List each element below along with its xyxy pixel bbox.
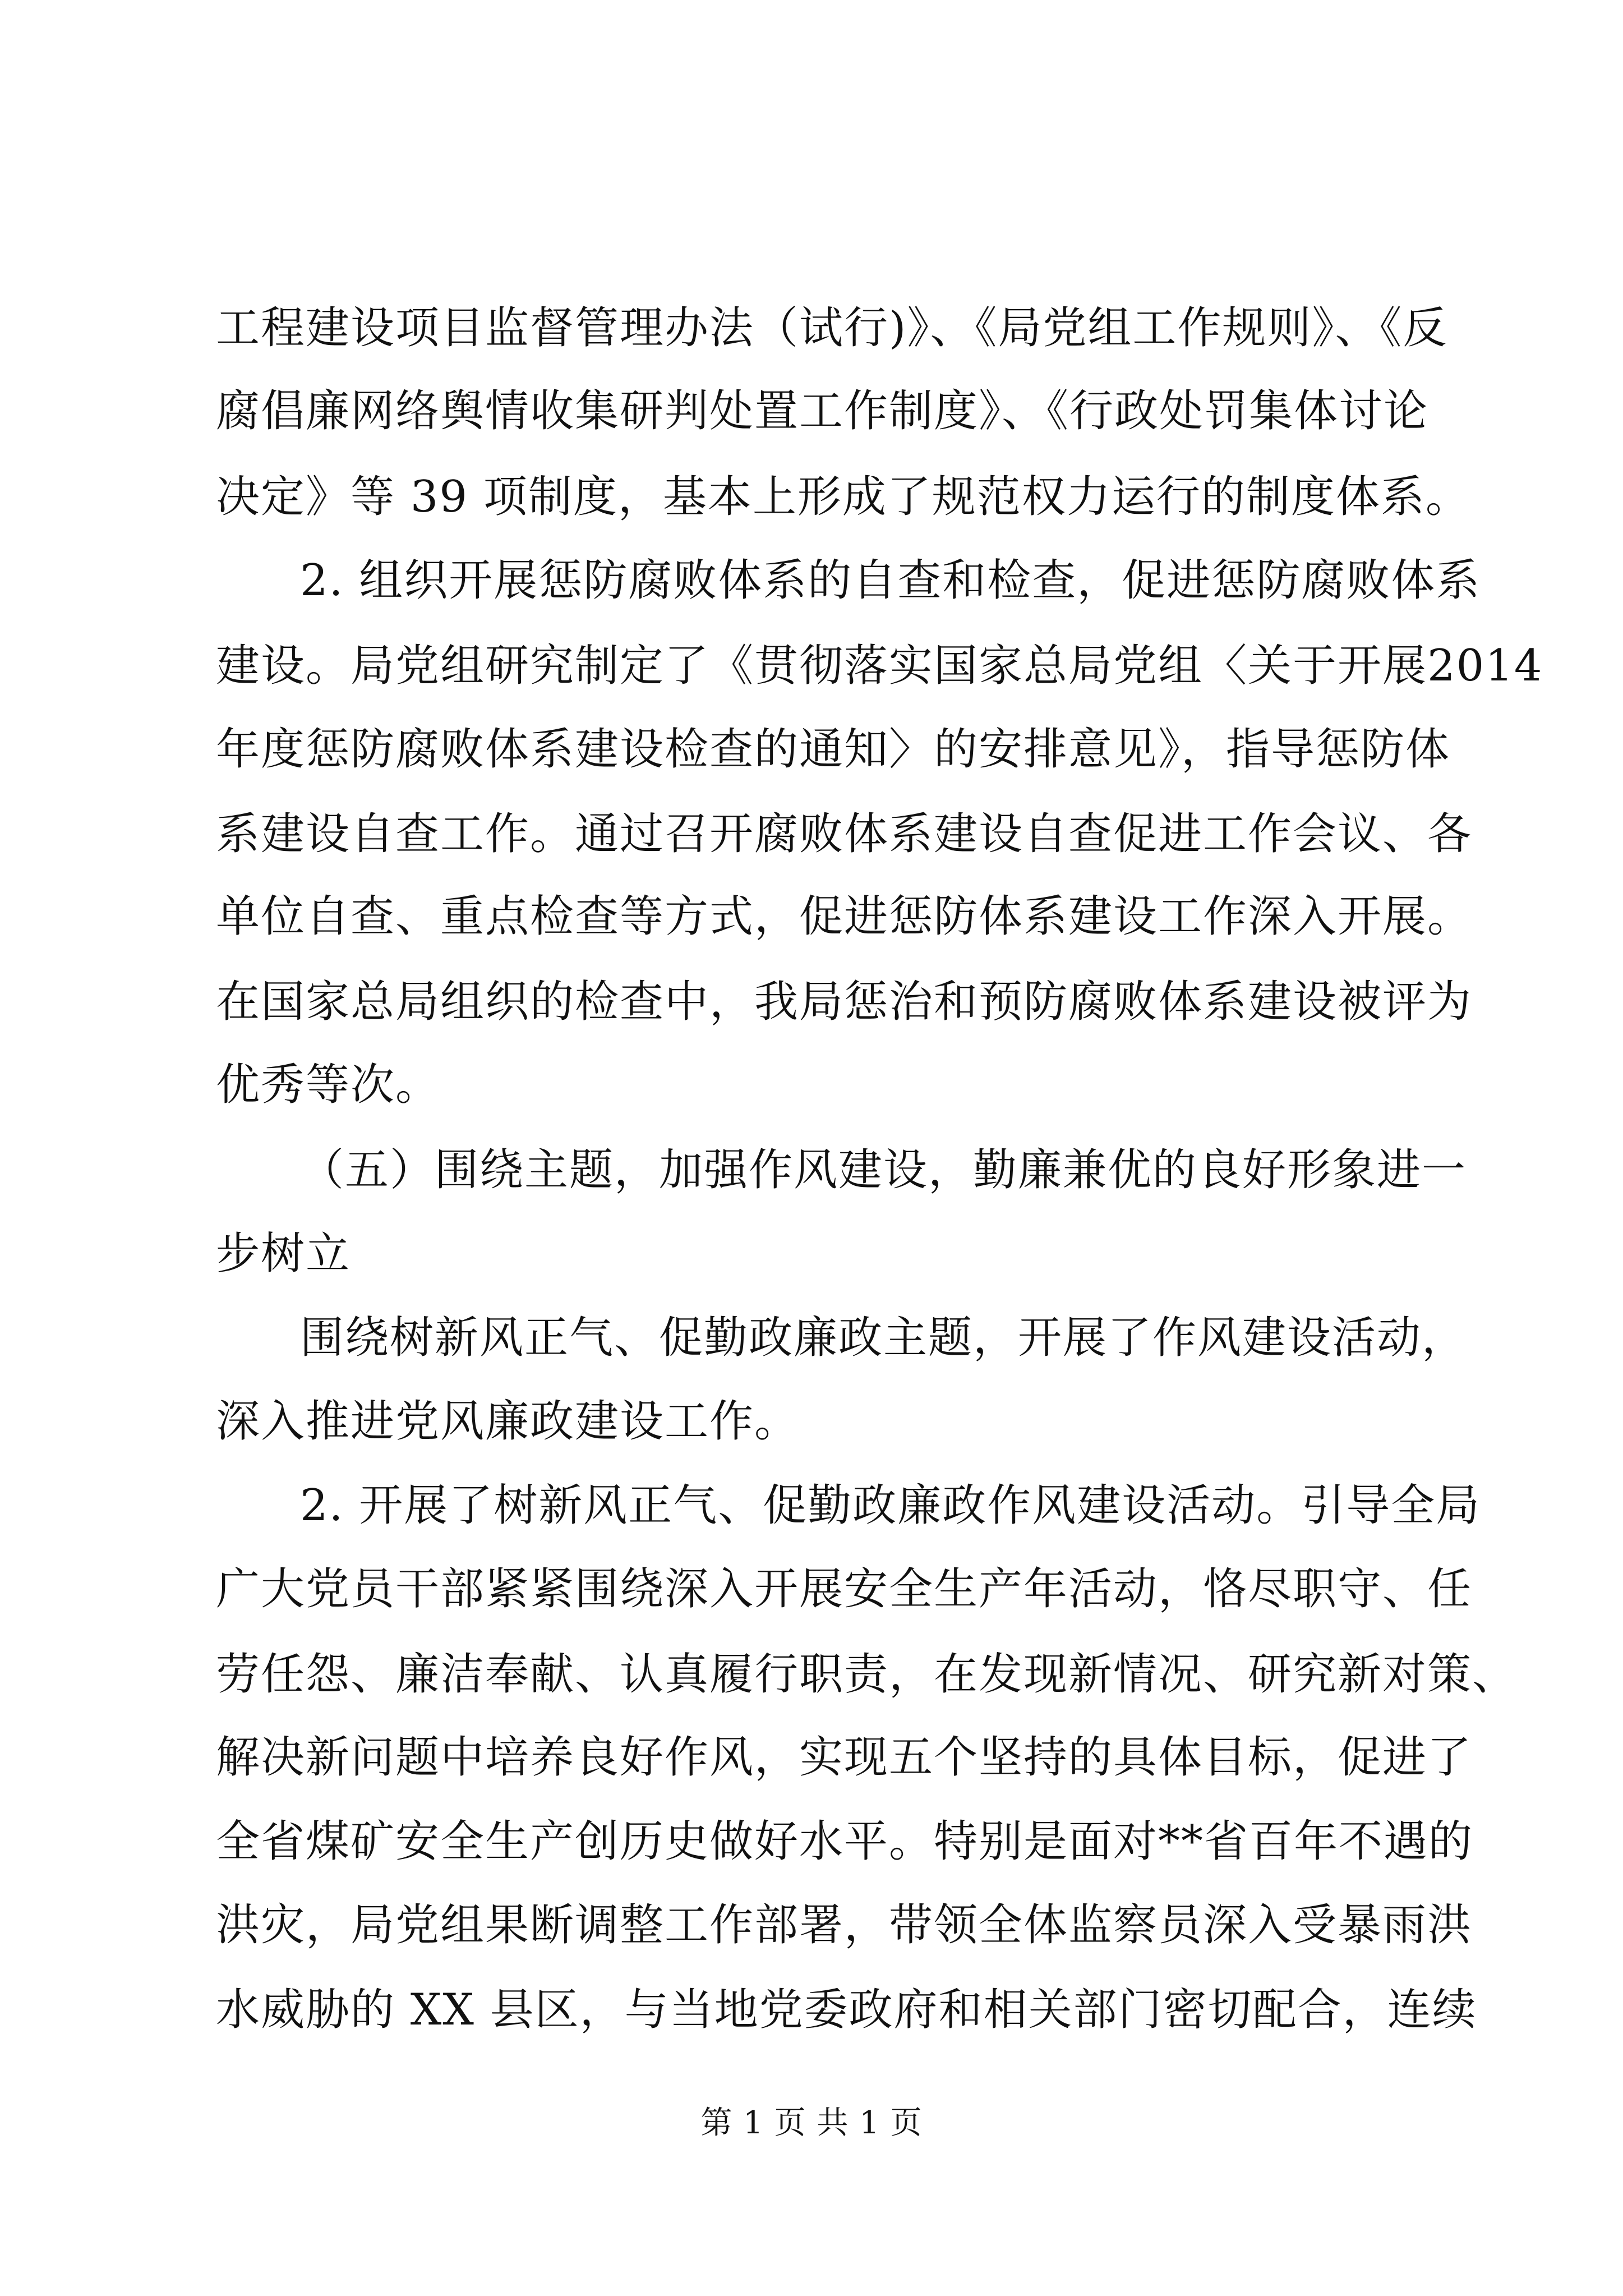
text-line: 水威胁的 XX 县区，与当地党委政府和相关部门密切配合，连续 [216,1985,1477,2035]
text-line: 腐倡廉网络舆情收集研判处置工作制度》、《行政处罚集体讨论 [216,386,1429,436]
page-footer: 第 1 页 共 1 页 [700,2105,923,2141]
text-line: 深入推进党风廉政建设工作。 [216,1396,800,1447]
text-line: 建设。局党组研究制定了《贯彻落实国家总局党组〈关于开展2014 [216,641,1543,691]
text-line: 广大党员干部紧紧围绕深入开展安全生产年活动，恪尽职守、任 [216,1564,1473,1614]
text-line: 优秀等次。 [216,1060,441,1110]
text-line: 年度惩防腐败体系建设检查的通知〉的安排意见》，指导惩防体 [216,724,1451,775]
text-line: 在国家总局组织的检查中，我局惩治和预防腐败体系建设被评为 [216,977,1473,1027]
text-line: 决定》等 39 项制度，基本上形成了规范权力运行的制度体系。 [216,472,1470,522]
text-line: 系建设自查工作。通过召开腐败体系建设自查促进工作会议、各 [216,809,1473,859]
text-line: 劳任怨、廉洁奉献、认真履行职责，在发现新情况、研究新对策、 [216,1649,1518,1700]
text-line: 解决新问题中培养良好作风，实现五个坚持的具体目标，促进了 [216,1732,1473,1783]
text-line: 单位自查、重点检查等方式，促进惩防体系建设工作深入开展。 [216,891,1473,942]
section-heading: 步树立 [216,1228,351,1279]
text-line: 围绕树新风正气、促勤政廉政主题，开展了作风建设活动， [300,1313,1467,1363]
text-line: 全省煤矿安全生产创历史做好水平。特别是面对**省百年不遇的 [216,1816,1474,1867]
section-heading: （五）围绕主题，加强作风建设，勤廉兼优的良好形象进一 [300,1145,1467,1195]
text-line: 洪灾，局党组果断调整工作部署，带领全体监察员深入受暴雨洪 [216,1900,1473,1950]
text-line: 2. 开展了树新风正气、促勤政廉政作风建设活动。引导全局 [300,1480,1481,1531]
text-line: 工程建设项目监督管理办法（试行)》、《局党组工作规则》、《反 [216,303,1448,353]
text-line: 2. 组织开展惩防腐败体系的自查和检查，促进惩防腐败体系 [300,555,1481,606]
